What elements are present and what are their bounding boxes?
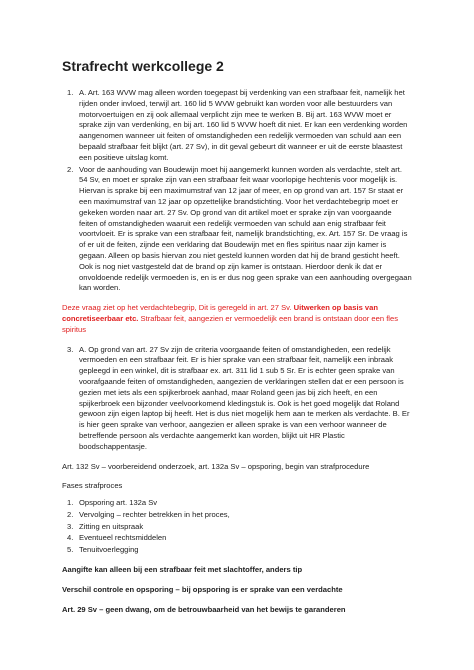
red-note-bold: Uitwerken op basis van concretiseerbaar etc.: [62, 303, 379, 323]
fase-item: [62, 498, 412, 509]
fase-item: [62, 522, 412, 533]
fase-text: Vervolging – rechter betrekken in het proces,: [79, 509, 230, 519]
fase-text: Zitting en uitspraak: [79, 521, 144, 531]
answer-item: [62, 345, 412, 453]
answers-list-1: [62, 88, 412, 294]
fases-list: [62, 498, 412, 556]
bold-line-controle: Verschil controle en opsporing – bij opsporing is er sprake van een verdachte: [62, 584, 343, 594]
item-number: 2.: [67, 164, 74, 174]
item-text: A. Art. 163 WVW mag alleen worden toegepast bij verdenking van een strafbaar feit, namelijk het rijden onder invloed, terwijl art. 160 lid 5 WVW gebruikt kan worden voor alle bestuurders van motorvoertuigen en zij ook allemaal verplicht zijn mee te werken B. Bij art. 163 WVW moet er sprake zijn van verdenking, en bij art. 160 lid 5 WVW hoeft dit niet. Er kan een verdenking worden aangenomen wanneer uit feiten of omstandigheden een redelijk vermoeden van schuld aan een bepaald strafbaar feit blijkt (art. 27 Sv), in dit geval gebeurt dit wanneer er uit de eerste blaastest een positieve uitslag komt.: [79, 88, 408, 162]
item-number: 3.: [67, 521, 74, 531]
fase-item: [62, 510, 412, 521]
fase-item: [62, 533, 412, 544]
fase-item: [62, 545, 412, 556]
item-number: 1.: [67, 498, 74, 508]
item-number: 1.: [67, 88, 74, 97]
answer-item: [62, 88, 412, 164]
item-text: A. Op grond van art. 27 Sv zijn de criteria voorgaande feiten of omstandigheden, een redelijk vermoeden en een strafbaar feit. Er is hier sprake van een strafbaar feit, namelijk een inbraak gepleegd in een winkel, dit is strafbaar ex. art. 311 lid 1 sub 5 Sr. Er is echter geen sprake van voorafgaande feiten of omstandigheden, aangezien de verklaringen stellen dat er een persoon is gezien met iets als een spijkerbroek aanhad, maar Roland geen jas bij zich heeft, en een spijkerbroek een bijzonder veelvoorkomend kledingstuk is. Ook is het goed mogelijk dat Roland gewoon zijn eigen laptop bij heeft. Het is dus niet mogelijk hem aan te merken als verdachte. B. Er is hier geen sprake van verhoor, aangezien er alleen sprake is van een verhoor wanneer de betreffende persoon als verdachte aangemerkt kan worden, blijkt uit HR Plastic boodschappentasje.: [79, 344, 410, 451]
red-note-part1: Deze vraag ziet op het verdachtebegrip, Dit is geregeld in art. 27 Sv.: [62, 303, 294, 313]
item-number: 5.: [67, 545, 74, 555]
fase-text: Eventueel rechtsmiddelen: [79, 533, 167, 543]
item-number: 2.: [67, 509, 74, 519]
fase-text: Opsporing art. 132a Sv: [79, 498, 158, 508]
answers-list-2: [62, 345, 412, 453]
bold-line-art29: Art. 29 Sv – geen dwang, om de betrouwbaarheid van het bewijs te garanderen: [62, 604, 346, 614]
red-note: [62, 303, 412, 335]
fase-text: Tenuitvoerlegging: [79, 545, 139, 555]
fases-title: Fases strafproces: [62, 481, 123, 491]
answer-item: [62, 165, 412, 295]
item-number: 3.: [67, 344, 74, 354]
item-number: 4.: [67, 533, 74, 543]
document-title: Strafrecht werkcollege 2: [62, 58, 224, 74]
bold-line-aangifte: Aangifte kan alleen bij een strafbaar feit met slachtoffer, anders tip: [62, 565, 303, 575]
red-note-part3: Strafbaar feit, aangezien er vermoedelijk een brand is ontstaan door een fles spiritus: [62, 313, 399, 334]
art-line: Art. 132 Sv – voorbereidend onderzoek, art. 132a Sv – opsporing, begin van strafprocedure: [62, 461, 370, 471]
item-text: Voor de aanhouding van Boudewijn moet hij aangemerkt kunnen worden als verdachte, stelt art. 54 Sv, en moet er sprake zijn van een strafbaar feit waar voorlopige hechtenis voor mogelijk is. Hiervan is sprake bij een maximumstraf van 12 jaar of meer, en op grond van art. 157 Sr staat er een maximumstraf van 12 jaar op opzettelijke brandstichting. Voor het verdachtebegrip moet er gekeken worden naar art. 27 Sv. Op grond van dit artikel moet er sprake zijn van voorgaande feiten of omstandigheden waaruit een redelijk vermoeden van schuld aan enig strafbaar feit voortvloeit. Er is sprake van een strafbaar feit, namelijk brandstichting, ex. Art. 157 Sr. De vraag is of er uit de feiten, zijnde een verklaring dat Boudewijn met en fles spiritus naar zijn kamer is gegaan. Alleen op basis hiervan zou niet gesteld kunnen worden dat hij de brand gesticht heeft. Ook is nog niet vastgesteld dat de brand op zijn kamer is ontstaan. Hierdoor denk ik dat er onvoldoende redelijk vermoeden is, en is er dus nog geen sprake van een aanhouding overgegaan kan worden.: [79, 164, 412, 293]
